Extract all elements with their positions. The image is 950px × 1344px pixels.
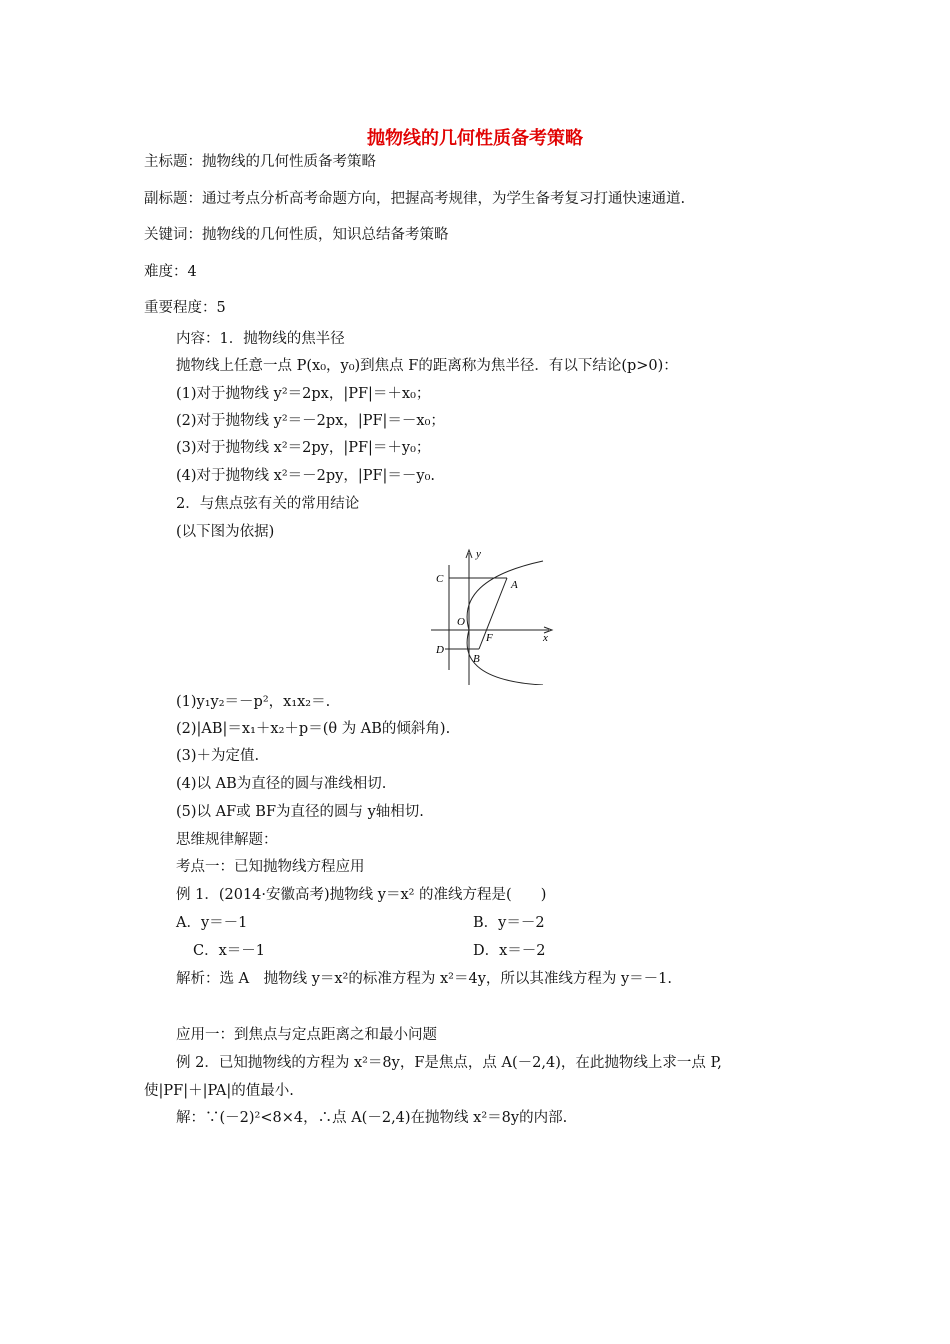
- section1-intro: 抛物线上任意一点 P(x₀，y₀)到焦点 F的距离称为焦半径．有以下结论(p>0)：: [176, 358, 678, 374]
- label-d: D: [436, 644, 444, 656]
- section2-item: (2)|AB|＝x₁＋x₂＋p＝(θ 为 AB的倾斜角).: [176, 721, 451, 737]
- label-y: y: [476, 548, 481, 560]
- application1-heading: 应用一：到焦点与定点距离之和最小问题: [176, 1027, 437, 1043]
- section2-item: (3)＋为定值.: [176, 748, 260, 764]
- difficulty-line: 难度：4: [144, 264, 197, 280]
- kaodian-heading: 考点一：已知抛物线方程应用: [176, 859, 365, 875]
- section1-item: (3)对于抛物线 x²＝2py，|PF|＝＋y₀；: [176, 440, 431, 456]
- option-b: B．y＝－2: [473, 915, 545, 931]
- subtitle-line: 副标题：通过考点分析高考命题方向，把握高考规律，为学生备考复习打通快速通道.: [144, 191, 686, 207]
- example2-question-line1: 例 2．已知抛物线的方程为 x²＝8y，F是焦点，点 A(－2,4)，在此抛物线上求一点 P,: [176, 1055, 722, 1071]
- example1-solution: 解析：选 A 抛物线 y＝x²的标准方程为 x²＝4y，所以其准线方程为 y＝－1.: [176, 971, 673, 987]
- keywords-line: 关键词：抛物线的几何性质，知识总结备考策略: [144, 227, 449, 243]
- option-a: A．y＝－1: [176, 915, 248, 931]
- option-c: C．x＝－1: [193, 943, 265, 959]
- section2-item: (1)y₁y₂＝－p²，x₁x₂＝.: [176, 694, 331, 710]
- section2-item: (4)以 AB为直径的圆与准线相切.: [176, 776, 387, 792]
- thinking-heading: 思维规律解题：: [176, 832, 278, 848]
- option-d: D．x＝－2: [473, 943, 546, 959]
- importance-line: 重要程度：5: [144, 300, 226, 316]
- example1-question: 例 1．(2014·安徽高考)抛物线 y＝x² 的准线方程是( ): [176, 887, 547, 903]
- document-title: 抛物线的几何性质备考策略: [367, 128, 583, 149]
- section1-item: (4)对于抛物线 x²＝－2py，|PF|＝－y₀.: [176, 468, 436, 484]
- label-o: O: [457, 616, 465, 628]
- section2-heading: 2．与焦点弦有关的常用结论: [176, 496, 360, 512]
- label-b: B: [473, 653, 480, 665]
- section2-note: (以下图为依据): [176, 524, 275, 540]
- label-x: x: [543, 632, 548, 644]
- focal-chord: [479, 578, 507, 649]
- parabola-focal-chord-figure: [425, 545, 555, 685]
- section1-item: (1)对于抛物线 y²＝2px，|PF|＝＋x₀；: [176, 386, 431, 402]
- section2-item: (5)以 AF或 BF为直径的圆与 y轴相切.: [176, 804, 424, 820]
- section1-heading: 内容：1．抛物线的焦半径: [176, 331, 345, 347]
- label-a: A: [511, 579, 518, 591]
- parabola-curve: [467, 561, 543, 685]
- example2-solution: 解：∵(－2)²<8×4，∴点 A(－2,4)在抛物线 x²＝8y的内部.: [176, 1110, 568, 1126]
- section1-item: (2)对于抛物线 y²＝－2px，|PF|＝－x₀；: [176, 413, 445, 429]
- example2-question-line2: 使|PF|＋|PA|的值最小.: [144, 1083, 294, 1099]
- label-f: F: [486, 632, 493, 644]
- main-title-line: 主标题：抛物线的几何性质备考策略: [144, 154, 376, 170]
- label-c: C: [436, 573, 444, 585]
